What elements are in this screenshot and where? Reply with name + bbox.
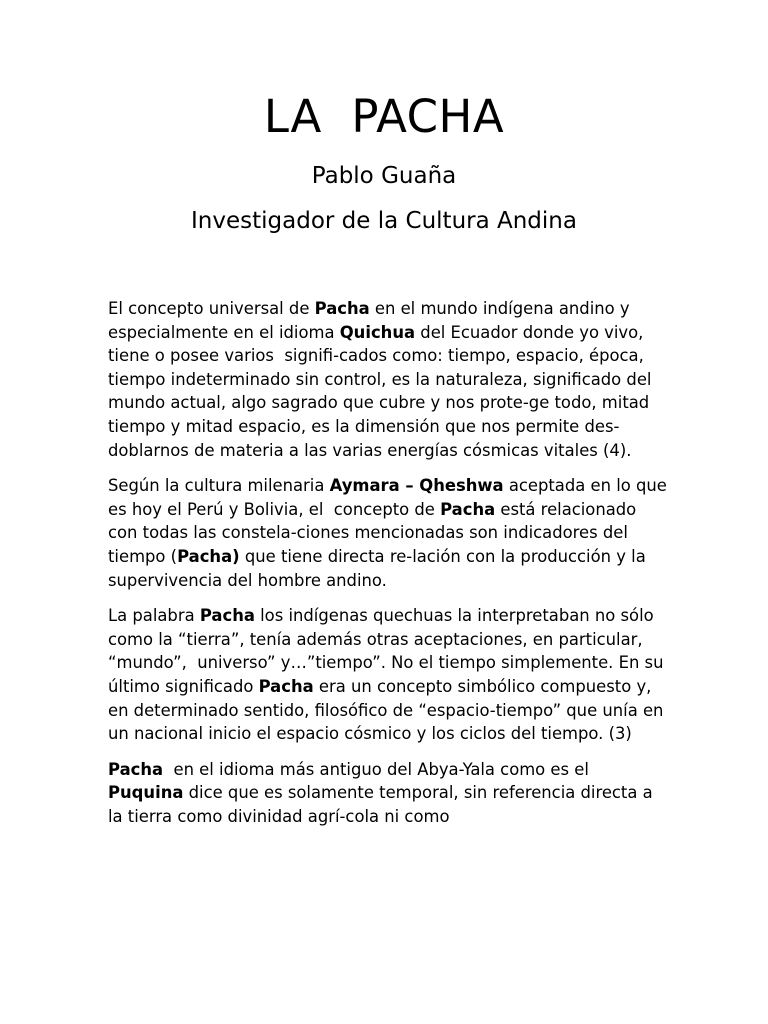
text-run: del Ecuador donde yo vivo, tiene o posee varios signifi-cados como: tiempo, espacio, época, tiempo indeterminado sin control, es la naturaleza, significado del mundo actual, algo sagrado que cubre y nos prote-ge todo, mitad tiempo y mitad espacio, es la dimensión que nos permite des-doblarnos de materia a las varias energías cósmicas vitales (4). [108, 322, 657, 460]
bold-term: Pacha [199, 606, 255, 626]
text-run: El concepto universal de [108, 299, 315, 318]
paragraph [108, 758, 668, 829]
author-role: Investigador de la Cultura Andina [191, 208, 577, 234]
text-run: en el mundo indígena andino y especialmente en el idioma [108, 299, 635, 342]
bold-term: Pacha [258, 676, 314, 696]
text-run: La palabra [108, 606, 200, 626]
bold-term: Aymara – Qheshwa [329, 476, 504, 496]
text-run: dice que es solamente temporal, sin referencia directa a la tierra como divinidad agrí-cola ni como [108, 783, 658, 826]
bold-term: Pacha) [177, 546, 240, 566]
bold-term: Pacha [314, 299, 370, 318]
paragraph [108, 604, 668, 746]
text-run: está relacionado con todas las constela-ciones mencionadas son indicadores del tiempo ( [108, 499, 642, 566]
text-run: aceptada en lo que es hoy el Perú y Bolivia, el concepto de [108, 476, 673, 519]
text-run: que tiene directa re-lación con la producción y la supervivencia del hombre andino. [108, 546, 651, 590]
text-run: los indígenas quechuas la interpretaban no sólo como la “tierra”, tenía además otras aceptaciones, en particular, “mundo”, universo” y…”tiempo”. No el tiempo simplemente. En su último significado [108, 606, 669, 696]
bold-term: Pacha [440, 499, 496, 519]
bold-term: Pacha [108, 759, 164, 779]
paragraph [108, 474, 673, 592]
text-run: Según la cultura milenaria [108, 476, 330, 496]
paragraph [108, 297, 668, 462]
bold-term: Quichua [339, 322, 416, 342]
bold-term: Puquina [108, 783, 184, 803]
document-body [108, 297, 673, 840]
document-title: LA PACHA [263, 90, 505, 143]
author-name: Pablo Guaña [311, 163, 457, 189]
text-run: era un concepto simbólico compuesto y, en determinado sentido, filosófico de “espacio-tiempo” que unía en un nacional inicio el espacio cósmico y los ciclos del tiempo. (3) [108, 676, 669, 744]
text-run: en el idioma más antiguo del Abya-Yala como es el [163, 759, 595, 779]
